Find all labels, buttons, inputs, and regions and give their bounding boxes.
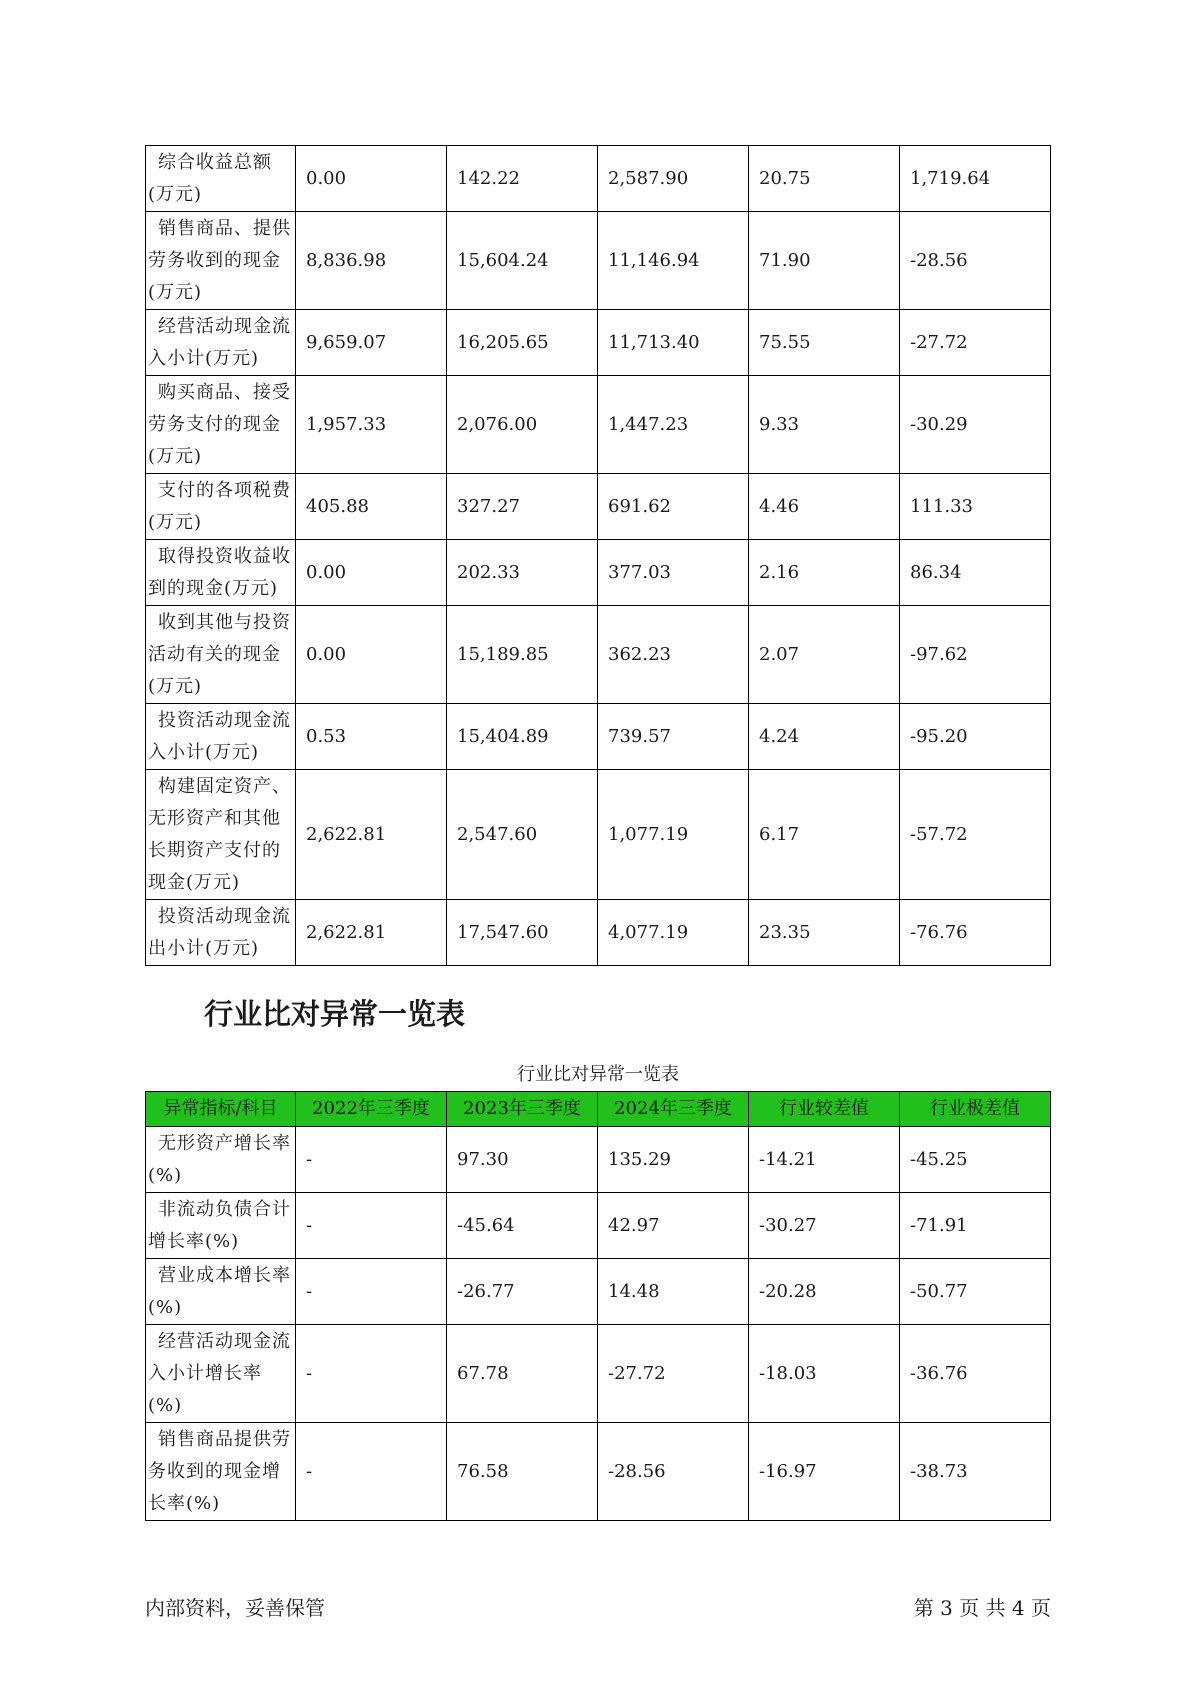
- column-header: 行业较差值: [749, 1092, 900, 1127]
- table-row: [146, 212, 1051, 310]
- cell-value: 405.88: [296, 474, 447, 540]
- column-header: 2022年三季度: [296, 1092, 447, 1127]
- cell-value: 8,836.98: [296, 212, 447, 310]
- page-number: 第 3 页 共 4 页: [913, 1596, 1051, 1620]
- cell-value: 9,659.07: [296, 310, 447, 376]
- row-label: 经营活动现金流入小计(万元): [146, 310, 296, 376]
- cell-value: 142.22: [447, 146, 598, 212]
- cell-value: -45.25: [900, 1127, 1051, 1193]
- table-row: [146, 1259, 1051, 1325]
- table-row: [146, 1127, 1051, 1193]
- cell-value: 6.17: [749, 770, 900, 900]
- table-row: [146, 474, 1051, 540]
- cash-flow-table: [145, 145, 1051, 966]
- footer-confidential-note: 内部资料，妥善保管: [145, 1596, 325, 1620]
- row-label: 收到其他与投资活动有关的现金(万元): [146, 606, 296, 704]
- table-header-row: [146, 1092, 1051, 1127]
- cell-value: 0.00: [296, 146, 447, 212]
- cell-value: 2.16: [749, 540, 900, 606]
- cell-value: -97.62: [900, 606, 1051, 704]
- cell-value: -27.72: [598, 1325, 749, 1423]
- cell-value: 377.03: [598, 540, 749, 606]
- row-label: 构建固定资产、无形资产和其他长期资产支付的现金(万元): [146, 770, 296, 900]
- table-row: [146, 376, 1051, 474]
- row-label: 购买商品、接受劳务支付的现金(万元): [146, 376, 296, 474]
- cell-value: 16,205.65: [447, 310, 598, 376]
- cell-value: 14.48: [598, 1259, 749, 1325]
- row-label: 取得投资收益收到的现金(万元): [146, 540, 296, 606]
- cell-value: 0.00: [296, 606, 447, 704]
- row-label: 无形资产增长率(%): [146, 1127, 296, 1193]
- cell-value: 11,146.94: [598, 212, 749, 310]
- cell-value: 11,713.40: [598, 310, 749, 376]
- column-header: 异常指标/科目: [146, 1092, 296, 1127]
- cell-value: -71.91: [900, 1193, 1051, 1259]
- cell-value: 15,404.89: [447, 704, 598, 770]
- cell-value: 15,189.85: [447, 606, 598, 704]
- table-row: [146, 1193, 1051, 1259]
- cell-value: 1,957.33: [296, 376, 447, 474]
- cell-value: -95.20: [900, 704, 1051, 770]
- cell-value: 23.35: [749, 900, 900, 966]
- cell-value: 1,077.19: [598, 770, 749, 900]
- table-caption: 行业比对异常一览表: [517, 1064, 679, 1085]
- cell-value: 0.00: [296, 540, 447, 606]
- table-row: [146, 704, 1051, 770]
- column-header: 2024年三季度: [598, 1092, 749, 1127]
- cell-value: -28.56: [900, 212, 1051, 310]
- cell-value: 97.30: [447, 1127, 598, 1193]
- table-row: [146, 1325, 1051, 1423]
- row-label: 投资活动现金流入小计(万元): [146, 704, 296, 770]
- cell-value: 202.33: [447, 540, 598, 606]
- cell-value: -27.72: [900, 310, 1051, 376]
- cell-value: -38.73: [900, 1423, 1051, 1521]
- row-label: 营业成本增长率(%): [146, 1259, 296, 1325]
- cell-value: -: [296, 1259, 447, 1325]
- cell-value: 2,547.60: [447, 770, 598, 900]
- industry-anomaly-table: [145, 1091, 1051, 1521]
- cell-value: -30.29: [900, 376, 1051, 474]
- cell-value: 691.62: [598, 474, 749, 540]
- cell-value: 111.33: [900, 474, 1051, 540]
- cell-value: 9.33: [749, 376, 900, 474]
- cell-value: 42.97: [598, 1193, 749, 1259]
- cell-value: -: [296, 1423, 447, 1521]
- cell-value: -: [296, 1325, 447, 1423]
- row-label: 支付的各项税费(万元): [146, 474, 296, 540]
- row-label: 非流动负债合计增长率(%): [146, 1193, 296, 1259]
- cell-value: -: [296, 1193, 447, 1259]
- cell-value: 17,547.60: [447, 900, 598, 966]
- cell-value: -76.76: [900, 900, 1051, 966]
- cell-value: 67.78: [447, 1325, 598, 1423]
- column-header: 行业极差值: [900, 1092, 1051, 1127]
- row-label: 投资活动现金流出小计(万元): [146, 900, 296, 966]
- cell-value: 4.46: [749, 474, 900, 540]
- table-row: [146, 770, 1051, 900]
- cell-value: -50.77: [900, 1259, 1051, 1325]
- cell-value: -30.27: [749, 1193, 900, 1259]
- cell-value: 2,587.90: [598, 146, 749, 212]
- cell-value: -16.97: [749, 1423, 900, 1521]
- table-row: [146, 1423, 1051, 1521]
- cell-value: 739.57: [598, 704, 749, 770]
- cell-value: -26.77: [447, 1259, 598, 1325]
- cell-value: 362.23: [598, 606, 749, 704]
- cell-value: 1,719.64: [900, 146, 1051, 212]
- cell-value: 2,622.81: [296, 900, 447, 966]
- table-row: [146, 310, 1051, 376]
- cell-value: 4.24: [749, 704, 900, 770]
- table-row: [146, 606, 1051, 704]
- cell-value: -14.21: [749, 1127, 900, 1193]
- cell-value: 71.90: [749, 212, 900, 310]
- cell-value: -18.03: [749, 1325, 900, 1423]
- cell-value: 2.07: [749, 606, 900, 704]
- section-title: 行业比对异常一览表: [204, 997, 466, 1031]
- cell-value: -45.64: [447, 1193, 598, 1259]
- row-label: 销售商品、提供劳务收到的现金(万元): [146, 212, 296, 310]
- cell-value: 86.34: [900, 540, 1051, 606]
- table-row: [146, 900, 1051, 966]
- cell-value: 4,077.19: [598, 900, 749, 966]
- row-label: 销售商品提供劳务收到的现金增长率(%): [146, 1423, 296, 1521]
- cell-value: 20.75: [749, 146, 900, 212]
- cell-value: 327.27: [447, 474, 598, 540]
- table-row: [146, 146, 1051, 212]
- cell-value: 75.55: [749, 310, 900, 376]
- column-header: 2023年三季度: [447, 1092, 598, 1127]
- cell-value: -28.56: [598, 1423, 749, 1521]
- table-row: [146, 540, 1051, 606]
- cell-value: 2,622.81: [296, 770, 447, 900]
- cell-value: 15,604.24: [447, 212, 598, 310]
- cell-value: 2,076.00: [447, 376, 598, 474]
- cell-value: -57.72: [900, 770, 1051, 900]
- cell-value: 1,447.23: [598, 376, 749, 474]
- cell-value: 0.53: [296, 704, 447, 770]
- cell-value: 76.58: [447, 1423, 598, 1521]
- cell-value: -20.28: [749, 1259, 900, 1325]
- cell-value: 135.29: [598, 1127, 749, 1193]
- row-label: 经营活动现金流入小计增长率(%): [146, 1325, 296, 1423]
- cell-value: -36.76: [900, 1325, 1051, 1423]
- cell-value: -: [296, 1127, 447, 1193]
- row-label: 综合收益总额(万元): [146, 146, 296, 212]
